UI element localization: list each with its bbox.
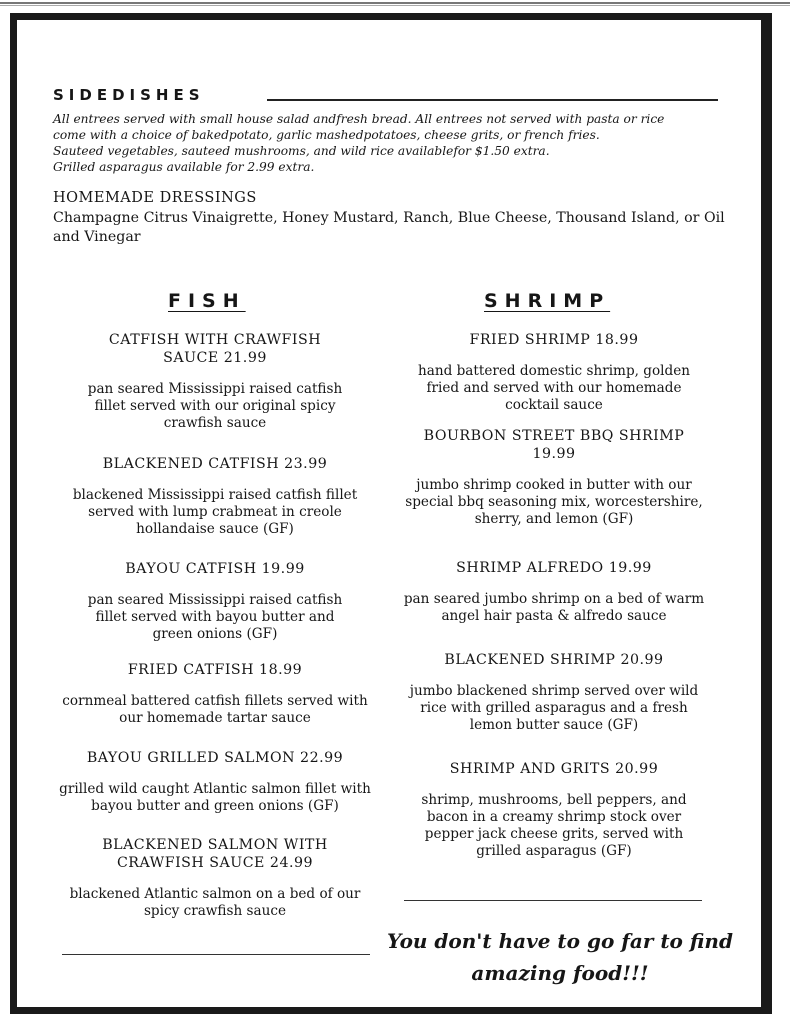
menu-item-description: cornmeal battered catfish fillets served with our homemade tartar sauce <box>62 693 368 726</box>
menu-item-name: FRIED CATFISH 18.99 <box>127 662 303 678</box>
menu-item-name: CATFISH WITH CRAWFISH SAUCE 21.99 <box>108 332 322 366</box>
menu-item-name: BLACKENED SALMON WITH CRAWFISH SAUCE 24.99 <box>102 837 328 871</box>
shrimp-end-rule <box>404 900 702 901</box>
shrimp-heading: SHRIMP <box>484 290 611 312</box>
top-edge-line <box>0 2 790 4</box>
menu-item-name: BLACKENED CATFISH 23.99 <box>102 456 328 472</box>
menu-item-name: BOURBON STREET BBQ SHRIMP 19.99 <box>423 428 685 462</box>
menu-item <box>55 560 375 643</box>
menu-item-description: pan seared Mississippi raised catfish fillet served with our original spicy crawfish sauce <box>87 381 343 431</box>
menu-item-description: pan seared Mississippi raised catfish fillet served with bayou butter and green onions (GF) <box>87 592 343 642</box>
fish-heading: FISH <box>168 290 246 312</box>
menu-item <box>55 455 375 538</box>
menu-item-name: BAYOU CATFISH 19.99 <box>125 561 305 577</box>
sidedishes-note-line: All entrees served with small house salad andfresh bread. All entrees not served with pasta or rice <box>53 112 665 126</box>
menu-item-name: BAYOU GRILLED SALMON 22.99 <box>86 750 344 766</box>
sidedishes-note-line: Sauteed vegetables, sauteed mushrooms, and wild rice availablefor $1.50 extra. <box>53 144 550 158</box>
fish-end-rule <box>62 954 370 955</box>
tagline: You don't have to go far to find amazing food!!! <box>387 929 733 985</box>
menu-item-name: FRIED SHRIMP 18.99 <box>469 332 639 348</box>
sidedishes-note-line: Grilled asparagus available for 2.99 extra. <box>53 160 315 174</box>
menu-item <box>55 836 375 920</box>
menu-item-description: grilled wild caught Atlantic salmon fillet with bayou butter and green onions (GF) <box>59 781 371 814</box>
menu-item <box>398 760 710 860</box>
menu-item <box>398 427 710 528</box>
menu-item-name: SHRIMP ALFREDO 19.99 <box>456 560 652 576</box>
sidedishes-note <box>53 111 743 175</box>
sidedishes-rule <box>267 99 718 101</box>
menu-item-description: jumbo shrimp cooked in butter with our special bbq seasoning mix, worcestershire, sherry, and lemon (GF) <box>405 477 703 527</box>
menu-item-name: SHRIMP AND GRITS 20.99 <box>449 761 659 777</box>
menu-item <box>55 661 375 727</box>
dressings-heading: HOMEMADE DRESSINGS <box>53 190 257 206</box>
menu-item-name: BLACKENED SHRIMP 20.99 <box>444 652 664 668</box>
sidedishes-heading: SIDEDISHES <box>53 86 205 104</box>
dressings-list: Champagne Citrus Vinaigrette, Honey Mustard, Ranch, Blue Cheese, Thousand Island, or Oil and Vinegar <box>53 210 725 245</box>
top-edge-line-secondary <box>0 5 790 6</box>
menu-item-description: blackened Mississippi raised catfish fillet served with lump crabmeat in creole hollandaise sauce (GF) <box>72 487 358 537</box>
menu-item-description: pan seared jumbo shrimp on a bed of warm angel hair pasta & alfredo sauce <box>403 591 705 624</box>
menu-item-description: hand battered domestic shrimp, golden fried and served with our homemade cocktail sauce <box>417 363 691 413</box>
menu-item-description: blackened Atlantic salmon on a bed of our spicy crawfish sauce <box>69 886 361 919</box>
sidedishes-note-line: come with a choice of bakedpotato, garlic mashedpotatoes, cheese grits, or french fries. <box>53 128 600 142</box>
menu-item <box>55 331 375 432</box>
menu-item <box>398 559 710 625</box>
menu-item-description: shrimp, mushrooms, bell peppers, and bacon in a creamy shrimp stock over pepper jack cheese grits, served with grilled asparagus (GF) <box>421 792 687 859</box>
menu-item <box>398 651 710 734</box>
menu-item-description: jumbo blackened shrimp served over wild rice with grilled asparagus and a fresh lemon butter sauce (GF) <box>409 683 699 733</box>
menu-item <box>55 749 375 815</box>
menu-item <box>398 331 710 414</box>
